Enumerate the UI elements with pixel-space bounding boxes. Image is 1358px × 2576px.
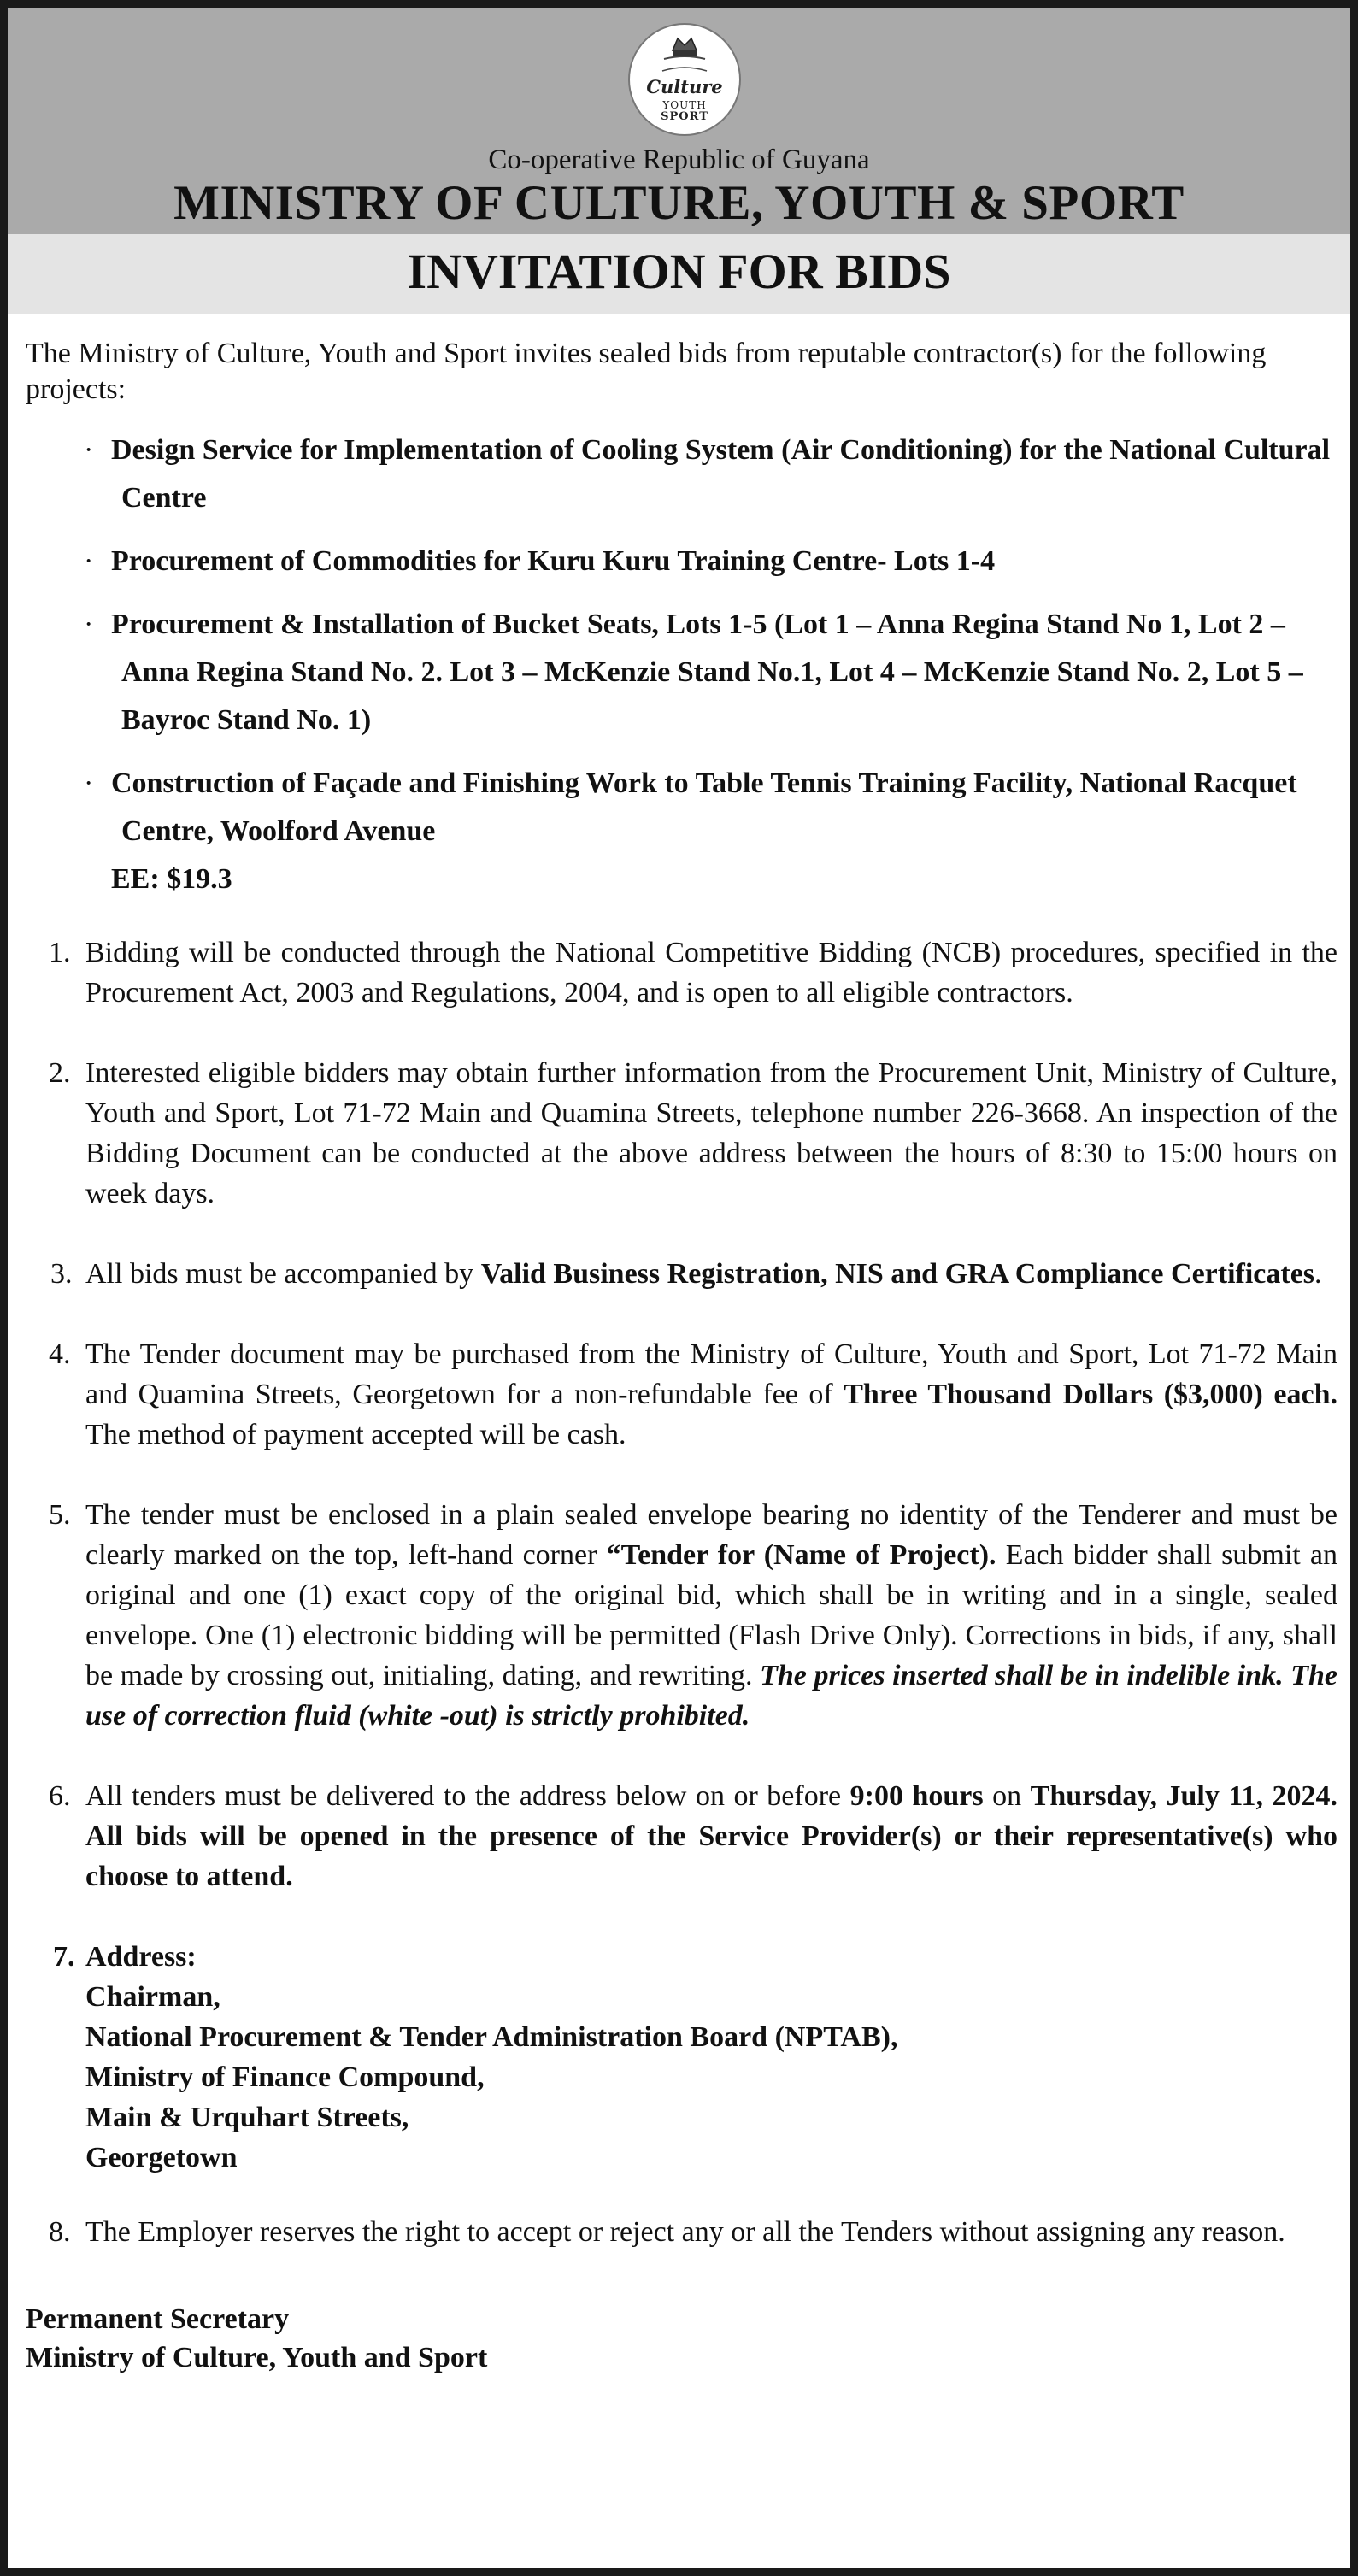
- clause-8: [26, 2212, 1337, 2252]
- clause-number: 2.: [49, 1057, 71, 1089]
- bullet-icon: ·: [84, 609, 94, 640]
- clause-text: All bids must be accompanied by: [85, 1258, 481, 1290]
- clause-text: The Employer reserves the right to accept or reject any or all the Tenders without assigning any reason.: [85, 2216, 1285, 2248]
- ministry-logo: [628, 23, 741, 136]
- signatory-org: Ministry of Culture, Youth and Sport: [26, 2342, 488, 2373]
- project-item: [26, 426, 1337, 522]
- clause-text-end: The method of payment accepted will be cash.: [85, 1419, 626, 1450]
- clause-emphasis: “Tender for (Name of Project).: [606, 1539, 996, 1571]
- clause-warning: The prices inserted shall be in indelible ink. The use of correction fluid (white -out) is strictly prohibited.: [85, 1660, 1337, 1732]
- signatory-title: Permanent Secretary: [26, 2303, 290, 2335]
- clause-emphasis: Valid Business Registration, NIS and GRA Compliance Certificates: [480, 1258, 1315, 1290]
- clause-2: [26, 1053, 1337, 1214]
- clause-number: 3.: [50, 1258, 73, 1290]
- project-title: Procurement of Commodities for Kuru Kuru Training Centre- Lots 1-4: [111, 545, 996, 577]
- engineer-estimate: EE: $19.3: [111, 863, 232, 895]
- clause-7-address: [26, 1937, 1337, 2178]
- project-title: Construction of Façade and Finishing Work to Table Tennis Training Facility, National Racquet Centre, Woolford Avenue: [111, 768, 1297, 847]
- project-title: Procurement & Installation of Bucket Seats, Lots 1-5 (Lot 1 – Anna Regina Stand No 1, Lot 2 – Anna Regina Stand No. 2. Lot 3 – McKenzie Stand No.1, Lot 4 – McKenzie Stand No. 2, Lot 5 – Bayroc Stand No. 1): [111, 609, 1303, 736]
- clause-number: 1.: [49, 937, 71, 968]
- clause-text: Interested eligible bidders may obtain further information from the Procurement Unit, Ministry of Culture, Youth and Sport, Lot 71-72 Main and Quamina Streets, telephone number 226-3668. An inspection of the Bidding Document can be conducted at the above address between the hours of 8:30 to 15:00 hours on week days.: [85, 1057, 1337, 1209]
- clause-emphasis: Three Thousand Dollars ($3,000) each.: [844, 1379, 1337, 1410]
- deadline-time: 9:00 hours: [849, 1780, 984, 1812]
- deadline-date: Thursday, July 11, 2024. All bids will be opened in the presence of the Service Provider(s) or their representative(s) who choose to attend.: [85, 1780, 1337, 1892]
- address-line: Main & Urquhart Streets,: [85, 2102, 409, 2133]
- clause-text-end: .: [1314, 1258, 1322, 1290]
- bullet-icon: ·: [84, 434, 94, 466]
- intro-text: The Ministry of Culture, Youth and Sport invites sealed bids from reputable contractor(s) for the following projects:: [26, 338, 1267, 405]
- clause-text: The tender must be enclosed in a plain sealed envelope bearing no identity of the Tenderer and must be clearly marked on the top, left-hand corner: [85, 1499, 1337, 1571]
- bid-content: [26, 336, 1337, 2377]
- clause-5: [26, 1495, 1337, 1736]
- clause-number: 4.: [49, 1338, 71, 1370]
- clause-4: [26, 1334, 1337, 1455]
- clause-text: The Tender document may be purchased from the Ministry of Culture, Youth and Sport, Lot 71-72 Main and Quamina Streets, Georgetown for a non-refundable fee of: [85, 1338, 1337, 1410]
- clause-3: [26, 1254, 1337, 1294]
- address-label: Address:: [85, 1941, 197, 1973]
- page-title: INVITATION FOR BIDS: [407, 244, 951, 299]
- address-line: Chairman,: [85, 1981, 220, 2013]
- logo-text-sport: SPORT: [661, 110, 708, 123]
- signature-block: [26, 2300, 1337, 2377]
- address-line: Ministry of Finance Compound,: [85, 2061, 485, 2093]
- clause-number: 7.: [53, 1941, 75, 1973]
- logo-text-culture: Culture: [646, 76, 723, 97]
- address-line: Georgetown: [85, 2142, 238, 2173]
- clause-text-middle: Each bidder shall submit an original and one (1) exact copy of the original bid, which shall be in writing and in a single, sealed envelope. One (1) electronic bidding will be permitted (Flash Drive Only). Corrections in bids, if any, shall be made by crossing out, initialing, dating, and rewriting.: [85, 1539, 1337, 1691]
- country-name: Co-operative Republic of Guyana: [488, 144, 870, 175]
- address-line: National Procurement & Tender Administration Board (NPTAB),: [85, 2021, 898, 2053]
- logo-text-youth: YOUTH: [662, 99, 707, 111]
- project-item: [26, 601, 1337, 744]
- clause-text: All tenders must be delivered to the address below on or before: [85, 1780, 850, 1812]
- clause-number: 6.: [49, 1780, 71, 1812]
- project-item: [26, 538, 1337, 585]
- project-item: [26, 760, 1337, 903]
- clause-number: 5.: [49, 1499, 71, 1531]
- ministry-name: MINISTRY OF CULTURE, YOUTH & SPORT: [173, 176, 1185, 230]
- project-list: [26, 426, 1337, 903]
- clause-number: 8.: [49, 2216, 71, 2248]
- clause-text-middle: on: [983, 1780, 1031, 1812]
- bullet-icon: ·: [84, 545, 94, 577]
- project-title: Design Service for Implementation of Cooling System (Air Conditioning) for the National Cultural Centre: [111, 434, 1331, 514]
- clause-6: [26, 1776, 1337, 1897]
- clause-1: [26, 932, 1337, 1013]
- bullet-icon: ·: [84, 768, 94, 799]
- clause-text: Bidding will be conducted through the National Competitive Bidding (NCB) procedures, specified in the Procurement Act, 2003 and Regulations, 2004, and is open to all eligible contractors.: [85, 937, 1337, 1009]
